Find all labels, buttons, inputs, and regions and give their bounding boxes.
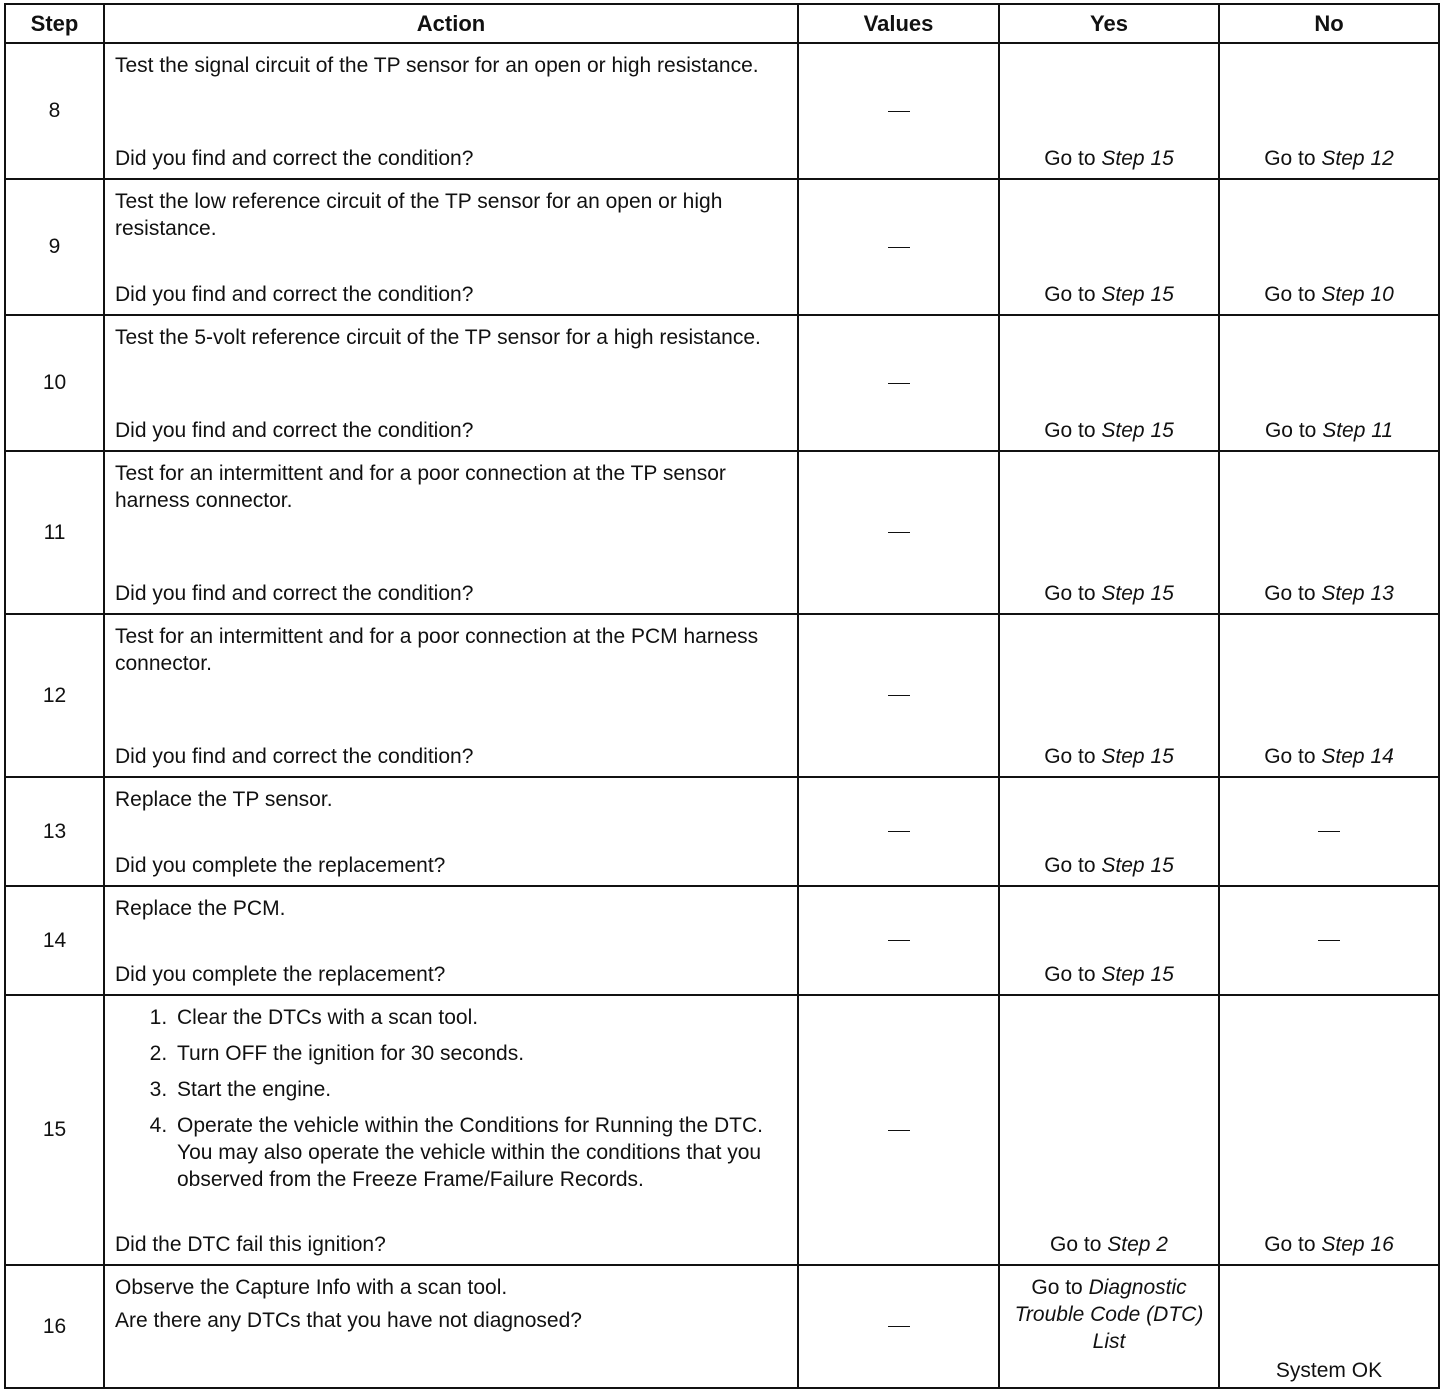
value-cell — [798, 1265, 999, 1388]
value-cell — [798, 451, 999, 614]
yes-step-link[interactable]: Step 15 — [1101, 745, 1174, 768]
action-steps-list — [115, 1004, 785, 1193]
value-cell — [798, 777, 999, 886]
list-item: 3. Start the engine. — [173, 1076, 785, 1103]
goto-text: Go to — [1044, 582, 1096, 605]
step-number: 9 — [5, 179, 104, 315]
step-number: 8 — [5, 43, 104, 179]
step-number: 16 — [5, 1265, 104, 1388]
no-step-link[interactable]: Step 16 — [1321, 1233, 1394, 1256]
header-no: No — [1219, 4, 1439, 43]
no-step-link[interactable]: Step 14 — [1321, 745, 1394, 768]
dash-mark — [888, 111, 910, 112]
dash-mark — [888, 532, 910, 533]
no-cell — [1219, 451, 1439, 614]
dash-mark — [888, 831, 910, 832]
header-yes: Yes — [999, 4, 1219, 43]
table-row — [5, 315, 1439, 451]
step-number: 13 — [5, 777, 104, 886]
action-question: Did you find and correct the condition? — [115, 582, 474, 605]
goto-text: Go to — [1264, 1233, 1316, 1256]
yes-step-link[interactable]: Step 15 — [1101, 419, 1174, 442]
step-number: 14 — [5, 886, 104, 995]
goto-text: Go to — [1264, 283, 1316, 306]
header-action: Action — [104, 4, 798, 43]
action-question: Did you find and correct the condition? — [115, 419, 474, 442]
header-values: Values — [798, 4, 999, 43]
action-cell — [104, 315, 798, 451]
action-cell — [104, 777, 798, 886]
yes-cell — [999, 315, 1219, 451]
header-step: Step — [5, 4, 104, 43]
dash-mark — [888, 1326, 910, 1327]
action-question: Did you find and correct the condition? — [115, 147, 474, 170]
action-question: Did the DTC fail this ignition? — [115, 1233, 386, 1256]
table-row — [5, 43, 1439, 179]
action-instruction: Test for an intermittent and for a poor connection at the TP sensor harness connector. — [115, 462, 726, 512]
dash-mark — [1318, 831, 1340, 832]
dash-mark — [888, 940, 910, 941]
table-row — [5, 614, 1439, 777]
no-step-link[interactable]: Step 12 — [1321, 147, 1394, 170]
goto-text: Go to — [1264, 419, 1317, 442]
goto-text: Go to — [1044, 963, 1096, 986]
yes-dtc-list-link[interactable]: Diagnostic Trouble Code (DTC) List — [1014, 1276, 1204, 1353]
yes-step-link[interactable]: Step 15 — [1101, 582, 1174, 605]
value-cell — [798, 886, 999, 995]
no-cell — [1219, 777, 1439, 886]
dash-mark — [888, 1130, 910, 1131]
goto-text: Go to — [1031, 1276, 1083, 1299]
action-cell — [104, 995, 798, 1265]
value-cell — [798, 43, 999, 179]
no-step-link[interactable]: Step 11 — [1322, 419, 1394, 442]
table-header-row — [5, 4, 1439, 43]
list-item: 2. Turn OFF the ignition for 30 seconds. — [173, 1040, 785, 1067]
goto-text: Go to — [1264, 745, 1316, 768]
table-row — [5, 451, 1439, 614]
action-question: Did you find and correct the condition? — [115, 745, 474, 768]
diagnostic-table-container — [4, 3, 1440, 1389]
action-instruction: Test for an intermittent and for a poor connection at the PCM harness connector. — [115, 625, 759, 675]
action-cell — [104, 1265, 798, 1388]
list-item: 1. Clear the DTCs with a scan tool. — [173, 1004, 785, 1031]
action-instruction: Observe the Capture Info with a scan tool. — [115, 1276, 508, 1299]
dash-mark — [888, 383, 910, 384]
action-instruction: Test the low reference circuit of the TP sensor for an open or high resistance. — [115, 190, 723, 240]
goto-text: Go to — [1044, 854, 1096, 877]
yes-cell — [999, 886, 1219, 995]
action-question: Did you find and correct the condition? — [115, 283, 474, 306]
yes-cell — [999, 451, 1219, 614]
no-step-link[interactable]: Step 13 — [1321, 582, 1394, 605]
action-question: Did you complete the replacement? — [115, 854, 446, 877]
action-question: Are there any DTCs that you have not diagnosed? — [115, 1309, 582, 1332]
yes-step-link[interactable]: Step 15 — [1101, 854, 1174, 877]
action-cell — [104, 43, 798, 179]
value-cell — [798, 614, 999, 777]
dash-mark — [888, 695, 910, 696]
action-question: Did you complete the replacement? — [115, 963, 446, 986]
no-cell — [1219, 886, 1439, 995]
dash-mark — [1318, 940, 1340, 941]
no-cell — [1219, 1265, 1439, 1388]
action-instruction: Test the 5-volt reference circuit of the TP sensor for a high resistance. — [115, 326, 761, 349]
table-row — [5, 777, 1439, 886]
step-number: 15 — [5, 995, 104, 1265]
action-cell — [104, 614, 798, 777]
yes-step-link[interactable]: Step 2 — [1107, 1233, 1168, 1256]
yes-cell — [999, 777, 1219, 886]
goto-text: Go to — [1264, 582, 1316, 605]
goto-text: Go to — [1044, 419, 1096, 442]
yes-cell — [999, 614, 1219, 777]
goto-text: Go to — [1044, 283, 1096, 306]
action-instruction: Replace the PCM. — [115, 897, 286, 920]
no-cell — [1219, 614, 1439, 777]
action-cell — [104, 179, 798, 315]
action-cell — [104, 451, 798, 614]
step-number: 11 — [5, 451, 104, 614]
yes-cell — [999, 1265, 1219, 1388]
value-cell — [798, 179, 999, 315]
value-cell — [798, 315, 999, 451]
yes-step-link[interactable]: Step 15 — [1101, 283, 1174, 306]
goto-text: Go to — [1264, 147, 1316, 170]
action-instruction: Test the signal circuit of the TP sensor for an open or high resistance. — [115, 54, 759, 77]
action-instruction: Replace the TP sensor. — [115, 788, 333, 811]
yes-cell — [999, 43, 1219, 179]
yes-step-link[interactable]: Step 15 — [1101, 963, 1174, 986]
no-cell — [1219, 43, 1439, 179]
list-item: 4. Operate the vehicle within the Conditions for Running the DTC. You may also operate the vehicle within the conditions that you observed from the Freeze Frame/Failure Records. — [173, 1112, 785, 1193]
no-step-link[interactable]: Step 10 — [1321, 283, 1394, 306]
step-number: 12 — [5, 614, 104, 777]
action-cell — [104, 886, 798, 995]
yes-step-link[interactable]: Step 15 — [1101, 147, 1174, 170]
step-number: 10 — [5, 315, 104, 451]
table-row — [5, 886, 1439, 995]
goto-text: Go to — [1044, 147, 1096, 170]
yes-cell — [999, 179, 1219, 315]
table-row — [5, 179, 1439, 315]
diagnostic-steps-table — [4, 3, 1440, 1389]
goto-text: Go to — [1050, 1233, 1102, 1256]
system-ok-text: System OK — [1275, 1359, 1383, 1382]
no-cell — [1219, 995, 1439, 1265]
yes-cell — [999, 995, 1219, 1265]
table-row — [5, 1265, 1439, 1388]
goto-text: Go to — [1044, 745, 1096, 768]
dash-mark — [888, 247, 910, 248]
no-cell — [1219, 179, 1439, 315]
no-cell — [1219, 315, 1439, 451]
table-row — [5, 995, 1439, 1265]
value-cell — [798, 995, 999, 1265]
